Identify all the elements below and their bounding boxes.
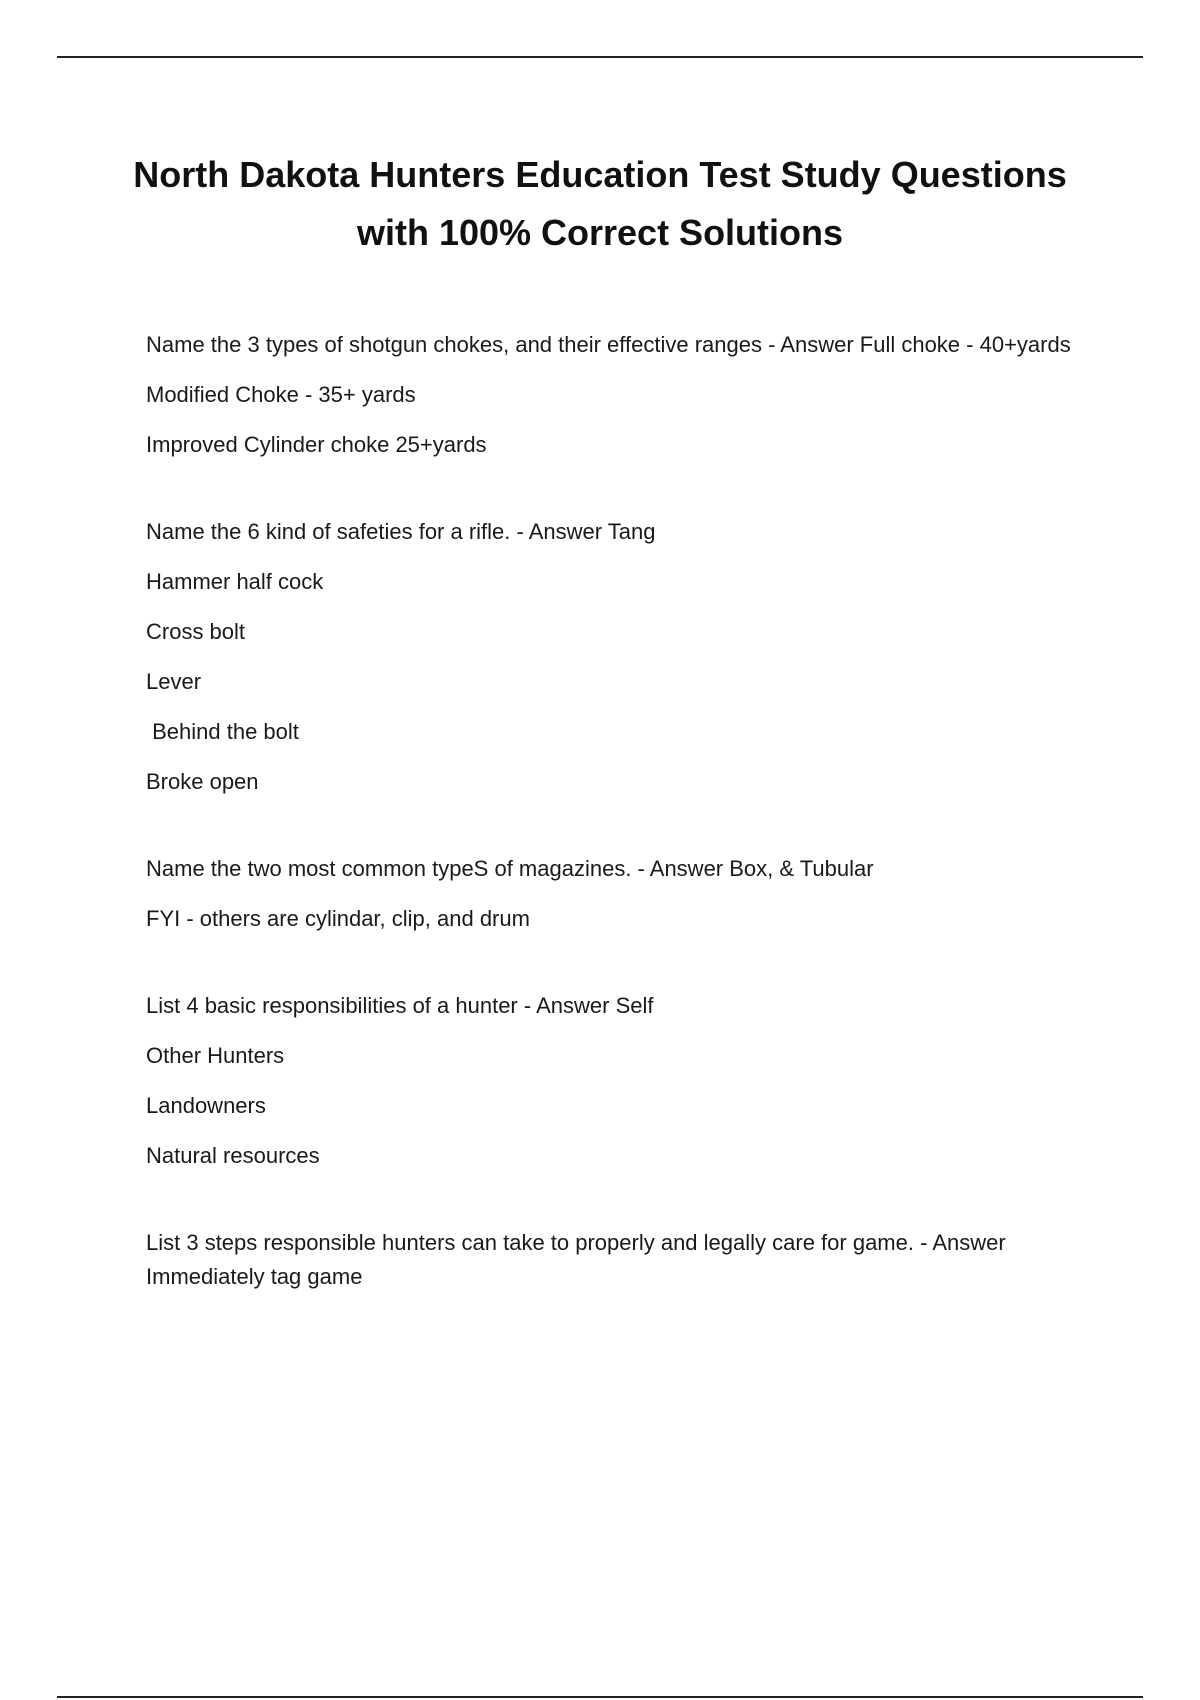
question-line: List 4 basic responsibilities of a hunter - Answer Self [146, 993, 654, 1018]
answer-line: Lever [146, 669, 202, 694]
qa-item [146, 515, 1106, 799]
answer-line: Other Hunters [146, 1043, 285, 1068]
answer-line: Broke open [146, 769, 259, 794]
answer-line: Natural resources [146, 1143, 320, 1168]
question-line: List 3 steps responsible hunters can take to properly and legally care for game. - Answer Immediately tag game [146, 1230, 1012, 1289]
answer-line: Modified Choke - 35+ yards [146, 382, 416, 407]
answer-line: Behind the bolt [146, 719, 299, 744]
answer-line: Cross bolt [146, 619, 246, 644]
qa-item [146, 989, 1106, 1173]
question-line: Name the 6 kind of safeties for a rifle. - Answer Tang [146, 519, 656, 544]
bottom-divider [57, 1696, 1143, 1698]
question-line: Name the two most common typeS of magazines. - Answer Box, & Tubular [146, 856, 874, 881]
answer-line: FYI - others are cylindar, clip, and drum [146, 906, 530, 931]
document-body [146, 328, 1106, 1347]
answer-line: Improved Cylinder choke 25+yards [146, 432, 487, 457]
qa-item [146, 1226, 1106, 1294]
answer-line: Landowners [146, 1093, 266, 1118]
qa-item [146, 328, 1106, 462]
qa-item [146, 852, 1106, 936]
page-title: North Dakota Hunters Education Test Study Questions with 100% Correct Solutions [133, 154, 1067, 253]
top-divider [57, 56, 1143, 58]
question-line: Name the 3 types of shotgun chokes, and their effective ranges - Answer Full choke - 40+yards [146, 332, 1071, 357]
answer-line: Hammer half cock [146, 569, 324, 594]
